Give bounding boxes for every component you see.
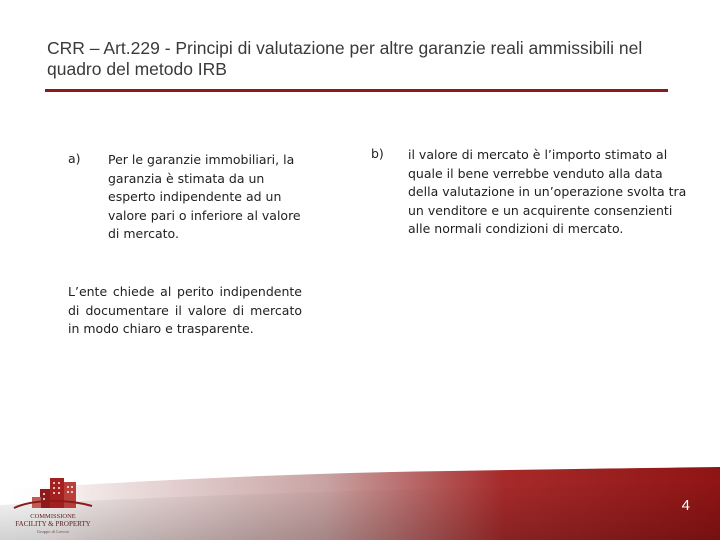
commissione-logo (8, 475, 98, 537)
title-rule (45, 89, 668, 92)
note-paragraph: L’ente chiede al perito indipendente di documentare il valore di mercato in modo chiaro e trasparente. (68, 284, 302, 337)
item-a-text: Per le garanzie immobiliari, la garanzia è stimata da un esperto indipendente ad un valore pari o inferiore al valore di mercato. (108, 152, 301, 242)
item-b-text: il valore di mercato è l’importo stimato al quale il bene verrebbe venduto alla data della valutazione in un’operazione svolta tra un venditore e un acquirente consenzienti alle normali condizioni di mercato. (408, 147, 687, 237)
logo-line1: COMMISSIONE (30, 513, 76, 520)
item-a-marker: a) (68, 151, 81, 166)
logo-line3: Gruppo di Lavoro (36, 529, 70, 534)
slide-title: CRR – Art.229 - Principi di valutazione per altre garanzie reali ammissibili nel quadro del metodo IRB (47, 38, 643, 79)
logo-line2: FACILITY & PROPERTY (15, 520, 91, 528)
page-number: 4 (681, 497, 690, 514)
footer-band (0, 465, 720, 540)
buildings-icon (14, 478, 92, 508)
item-b-marker: b) (371, 146, 384, 161)
